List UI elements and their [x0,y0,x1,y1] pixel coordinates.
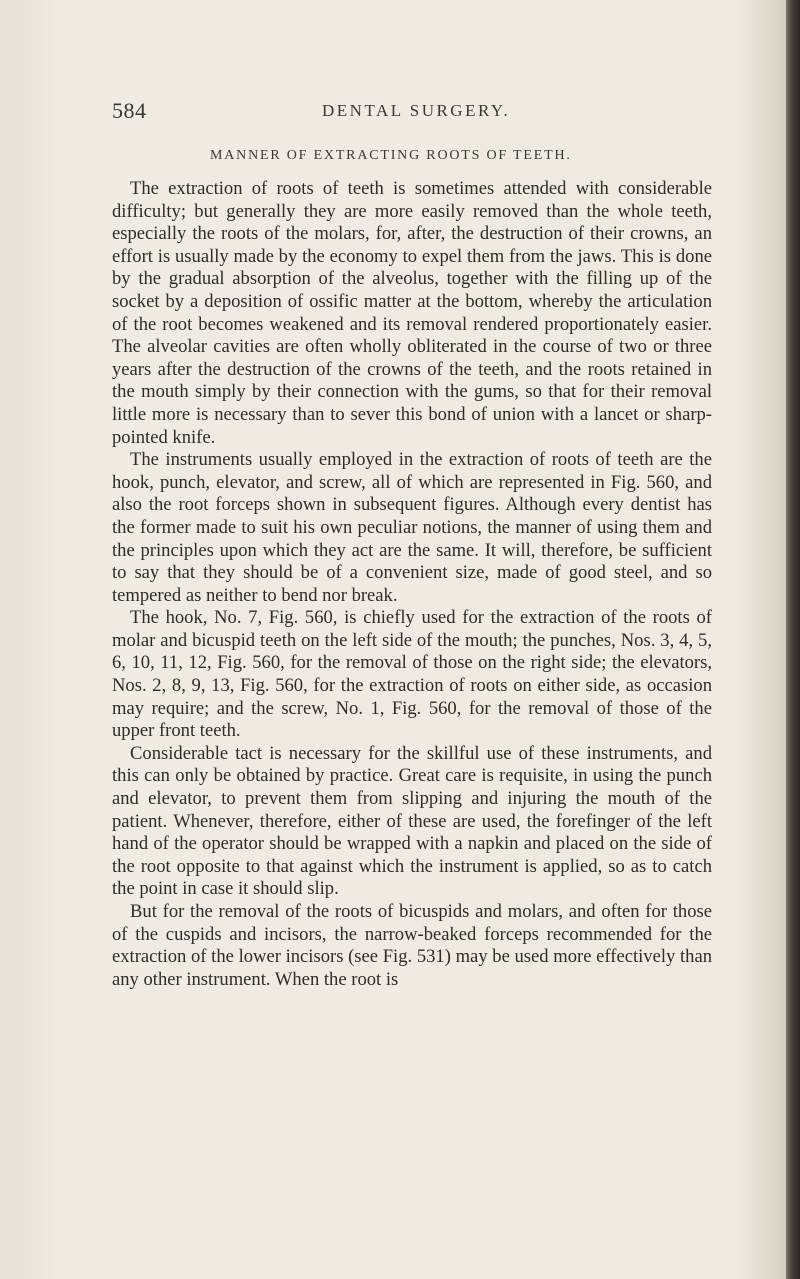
paragraph: But for the removal of the roots of bicuspids and molars, and often for those of the cuspids and incisors, the narrow-beaked forceps recommended for the extraction of the lower incisors (see Fig. 531) may be used more effectively than any other instrument. When the root is [112,901,712,990]
paragraph: The extraction of roots of teeth is sometimes attended with considerable difficulty; but generally they are more easily removed than the whole teeth, especially the roots of the molars, for, after, the destruction of their crowns, an effort is usually made by the economy to expel them from the jaws. This is done by the gradual absorption of the alveolus, together with the filling up of the socket by a deposition of ossific matter at the bottom, whereby the articulation of the root becomes weakened and its removal rendered proportionately easier. The alveolar cavities are often wholly obliterated in the course of two or three years after the destruction of the crowns of the teeth, and the roots retained in the mouth simply by their connection with the gums, so that for their removal little more is necessary than to sever this bond of union with a lancet or sharp-pointed knife. [112,178,712,448]
paragraph: The instruments usually employed in the extraction of roots of teeth are the hook, punch, elevator, and screw, all of which are represented in Fig. 560, and also the root forceps shown in subsequent figures. Although every dentist has the former made to suit his own peculiar notions, the manner of using them and the principles upon which they act are the same. It will, therefore, be sufficient to say that they should be of a convenient size, made of good steel, and so tempered as neither to bend nor break. [112,449,712,606]
page-header [112,98,712,122]
running-title: DENTAL SURGERY. [322,101,511,120]
section-title: MANNER OF EXTRACTING ROOTS OF TEETH. [210,148,572,163]
page-number: 584 [112,98,147,123]
paragraph: Considerable tact is necessary for the skillful use of these instruments, and this can only be obtained by practice. Great care is requisite, in using the punch and elevator, to prevent them from slipping and injuring the mouth of the patient. Whenever, therefore, either of these are used, the forefinger of the left hand of the operator should be wrapped with a napkin and placed on the side of the root opposite to that against which the instrument is applied, so as to catch the point in case it should slip. [112,742,712,900]
paragraph: The hook, No. 7, Fig. 560, is chiefly used for the extraction of the roots of molar and bicuspid teeth on the left side of the mouth; the punches, Nos. 3, 4, 5, 6, 10, 11, 12, Fig. 560, for the removal of those on the right side; the elevators, Nos. 2, 8, 9, 13, Fig. 560, for the extraction of roots on either side, as occasion may require; and the screw, No. 1, Fig. 560, for the removal of those of the upper front teeth. [112,607,712,742]
book-spine-edge [786,0,800,1279]
page-body [112,178,712,991]
